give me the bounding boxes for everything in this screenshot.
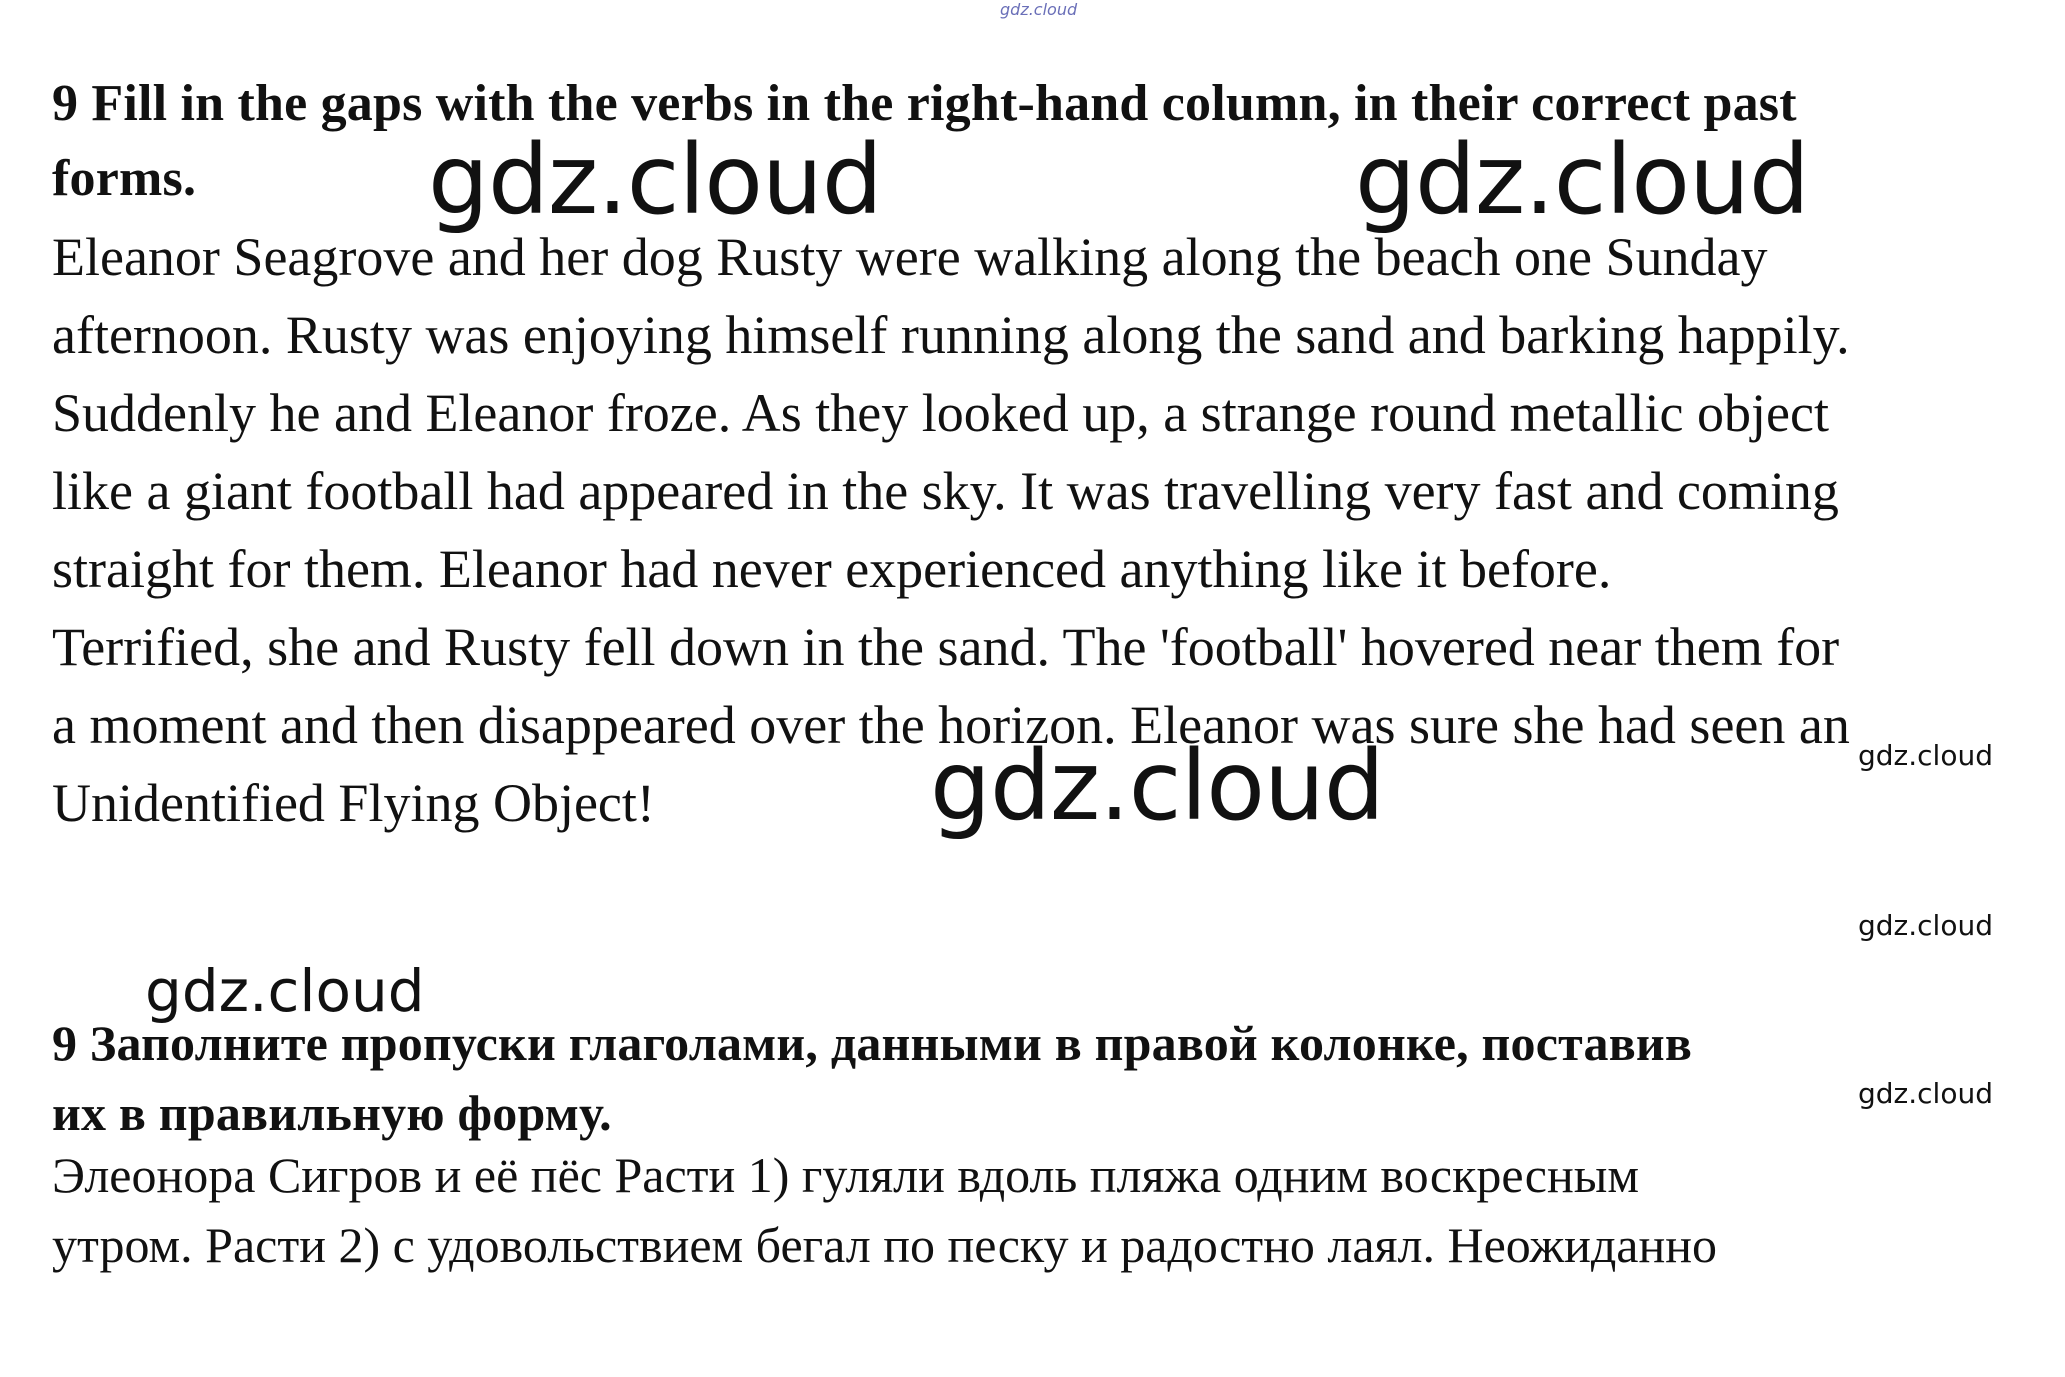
text-ru-line: утром. Расти 2) с удовольствием бегал по песку и радостно лаял. Неожиданно: [52, 1217, 1718, 1273]
watermark-medium: gdz.cloud: [145, 957, 425, 1025]
watermark-small: gdz.cloud: [1858, 1077, 1993, 1110]
text-en-line: a moment and then disappeared over the horizon. Eleanor was sure she had seen an: [52, 695, 1850, 755]
watermark-small: gdz.cloud: [1858, 739, 1993, 772]
watermark-top: gdz.cloud: [1000, 0, 1078, 19]
text-en-line: Eleanor Seagrove and her dog Rusty were walking along the beach one Sunday: [52, 227, 1768, 287]
text-en-line: afternoon. Rusty was enjoying himself running along the sand and barking happily.: [52, 305, 1850, 365]
exercise-text-ru: [52, 1140, 2052, 1280]
watermark-large: gdz.cloud: [930, 730, 1384, 842]
heading-ru-line: их в правильную форму.: [52, 1085, 612, 1141]
text-en-line: straight for them. Eleanor had never experienced anything like it before.: [52, 539, 1612, 599]
heading-en-line: forms.: [52, 150, 197, 207]
watermark-large: gdz.cloud: [428, 124, 882, 236]
watermark-small: gdz.cloud: [1858, 909, 1993, 942]
heading-en-line: 9 Fill in the gaps with the verbs in the right-hand column, in their correct past: [52, 75, 1797, 132]
text-en-line: like a giant football had appeared in the sky. It was travelling very fast and coming: [52, 461, 1839, 521]
text-en-line: Suddenly he and Eleanor froze. As they looked up, a strange round metallic object: [52, 383, 1829, 443]
watermark-large: gdz.cloud: [1355, 124, 1809, 236]
heading-ru-line: 9 Заполните пропуски глаголами, данными в правой колонке, поставив: [52, 1015, 1693, 1071]
text-en-line: Terrified, she and Rusty fell down in the sand. The 'football' hovered near them for: [52, 617, 1840, 677]
exercise-heading-ru: [52, 1008, 2042, 1148]
text-en-line: Unidentified Flying Object!: [52, 773, 655, 833]
text-ru-line: Элеонора Сигров и её пёс Расти 1) гуляли вдоль пляжа одним воскресным: [52, 1147, 1639, 1203]
